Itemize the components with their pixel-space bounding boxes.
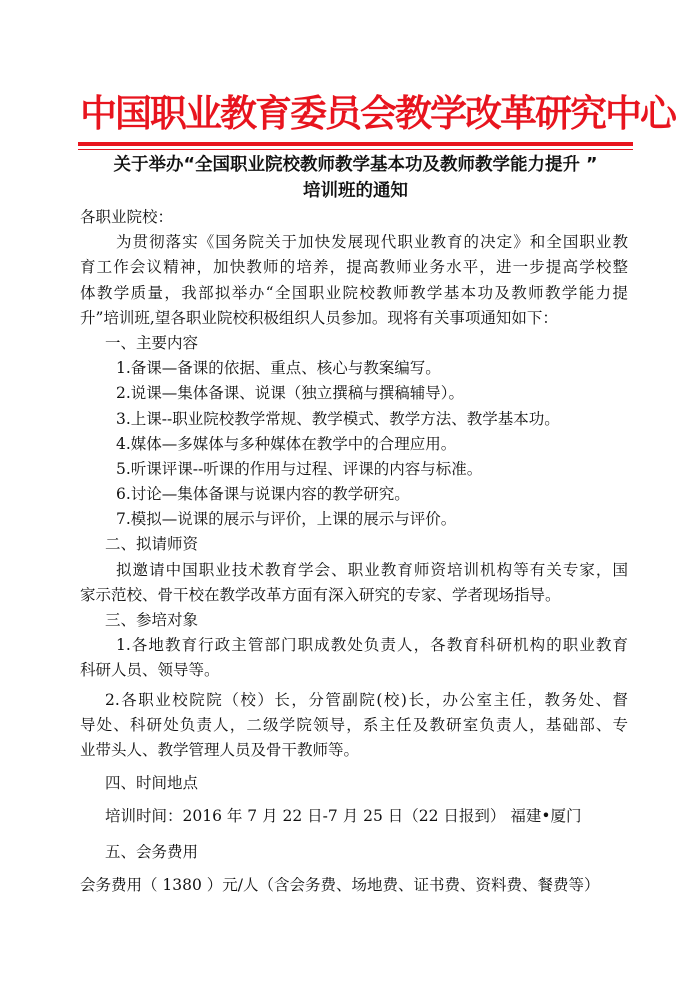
header-rule-thick	[78, 142, 633, 146]
section-heading-content: 一、主要内容	[105, 333, 199, 352]
participants-item-1-line: 1.各地教育行政主管部门职成教处负责人，各教育科研机构的职业教育	[116, 636, 628, 655]
section-heading-time-place: 四、时间地点	[105, 774, 199, 793]
participants-item-2-line: 导处、科研处负责人，二级学院领导，系主任及教研室负责人，基础部、专	[80, 715, 628, 734]
intro-line: 为贯彻落实《国务院关于加快发展现代职业教育的决定》和全国职业教	[116, 233, 628, 252]
content-item: 2.说课—集体备课、说课（独立撰稿与撰稿辅导）。	[116, 384, 465, 403]
participants-item-2-line: 2.各职业校院院（校）长，分管副院(校)长，办公室主任，教务处、督	[105, 690, 628, 709]
salutation: 各职业院校：	[80, 208, 174, 226]
content-item: 1.备课—备课的依据、重点、核心与教案编写。	[116, 359, 441, 378]
instructors-line: 家示范校、骨干校在教学改革方面有深入研究的专家、学者现场指导。	[80, 585, 561, 604]
content-item: 3.上课--职业院校教学常规、教学模式、教学方法、教学基本功。	[116, 409, 560, 428]
training-time-place: 培训时间：2016 年 7 月 22 日-7 月 25 日（22 日报到） 福建•厦门	[105, 807, 582, 826]
content-item: 5.听课评课--听课的作用与过程、评课的内容与标准。	[116, 459, 483, 478]
organization-header: 中国职业教育委员会教学改革研究中心	[80, 92, 675, 135]
instructors-line: 拟邀请中国职业技术教育学会、职业教育师资培训机构等有关专家，国	[116, 560, 628, 579]
header-rule-thin	[78, 149, 633, 150]
section-heading-instructors: 二、拟请师资	[105, 535, 199, 554]
content-item: 7.模拟—说课的展示与评价，上课的展示与评价。	[116, 510, 457, 529]
section-heading-fees: 五、会务费用	[105, 842, 199, 861]
participants-item-1-line: 科研人员、领导等。	[80, 661, 220, 680]
section-heading-participants: 三、参培对象	[105, 611, 199, 629]
notice-title-line-1: 关于举办“全国职业院校教师教学基本功及教师教学能力提升 ”	[113, 155, 598, 175]
participants-item-2-line: 业带头人、教学管理人员及骨干教师等。	[80, 740, 360, 759]
notice-title-line-2: 培训班的通知	[303, 181, 408, 201]
intro-line: 育工作会议精神，加快教师的培养，提高教师业务水平，进一步提高学校整	[80, 258, 628, 277]
intro-line: 升”培训班,望各职业院校积极组织人员参加。现将有关事项通知如下：	[80, 308, 558, 327]
fee-detail: 会务费用（ 1380 ）元/人（含会务费、场地费、证书费、资料费、餐费等）	[80, 875, 600, 894]
content-item: 4.媒体—多媒体与多种媒体在教学中的合理应用。	[116, 434, 457, 453]
content-item: 6.讨论—集体备课与说课内容的教学研究。	[116, 485, 410, 504]
notice-body	[80, 205, 628, 898]
intro-line: 体教学质量，我部拟举办“全国职业院校教师教学基本功及教师教学能力提	[80, 283, 628, 302]
